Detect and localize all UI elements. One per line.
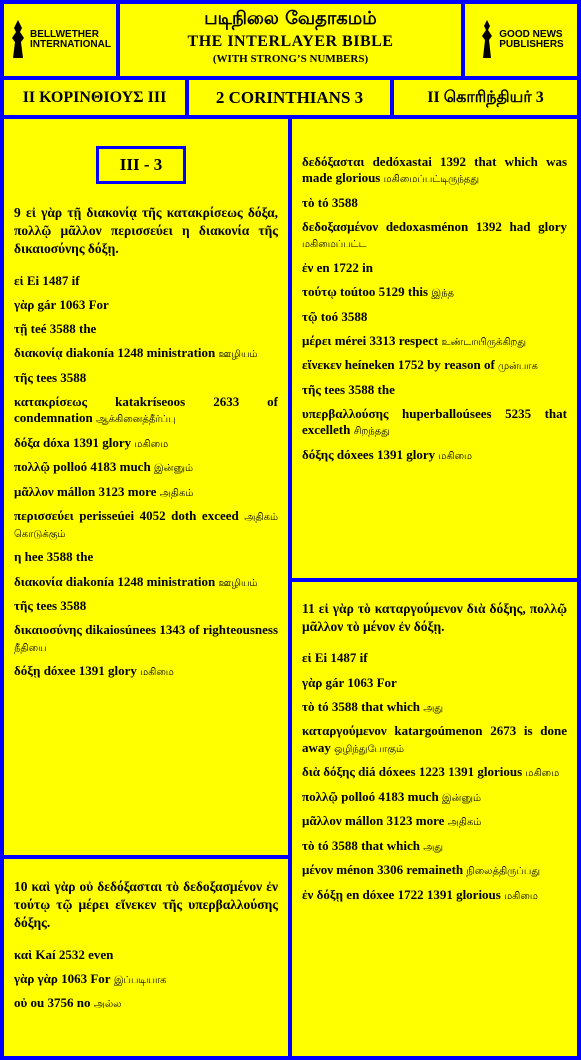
transliteration: perisseúei 4052 doth exceed — [79, 508, 239, 524]
verse10-cont-content — [292, 154, 577, 471]
verse10-heading: 10 καὶ γὰρ οὐ δεδόξασται τὸ δεδοξασμένον ἐν τούτῳ τῷ μέρει εἵνεκεν τῆς υπερβαλλούσης δόξης. — [14, 879, 278, 931]
word-entry — [14, 273, 278, 289]
verse10-entries — [14, 947, 278, 1012]
greek-word: οὐ — [14, 995, 28, 1011]
greek-word: κατακρίσεως — [14, 394, 88, 410]
transliteration: polloó 4183 much — [53, 459, 151, 475]
word-entry — [302, 195, 567, 211]
tab-tamil-label: II கொரிந்தியர் 3 — [427, 88, 544, 106]
greek-word: διακονίᾳ — [14, 345, 63, 361]
word-entry — [302, 309, 567, 325]
greek-word: τούτῳ — [302, 284, 337, 299]
greek-word: γὰρ — [14, 296, 35, 312]
greek-word: γὰρ γὰρ — [14, 970, 58, 986]
word-entry — [302, 789, 567, 806]
word-entry — [14, 321, 278, 337]
word-entry — [302, 887, 567, 904]
greek-word: εἵνεκεν — [302, 357, 342, 373]
verse9-heading: 9 εἰ γὰρ τῇ διακονίᾳ τῆς κατακρίσεως δόξα, πολλῷ μᾶλλον περισσεύει η διακονία τῆς δικαιοσύνης δόξῃ. — [14, 205, 278, 257]
greek-word: πολλῷ — [14, 459, 50, 475]
transliteration: en dóxee 1722 1391 glorious — [346, 886, 501, 902]
tamil-gloss: சிறந்தது — [353, 426, 390, 438]
word-entry — [14, 971, 278, 988]
tamil-gloss: அது — [423, 841, 443, 853]
tamil-gloss: அல்ல — [93, 999, 122, 1011]
transliteration: katakríseoos 2633 of condemnation — [14, 394, 279, 426]
transliteration: dóxees 1391 glory — [336, 446, 436, 462]
transliteration: Ei 1487 if — [314, 650, 368, 666]
greek-word: μᾶλλον — [14, 483, 54, 499]
greek-word: δόξῃ — [14, 663, 41, 679]
word-entry — [14, 370, 278, 386]
right-logo-line1: GOOD NEWS — [499, 28, 563, 40]
word-entry — [302, 260, 567, 276]
left-logo-box — [4, 4, 116, 76]
transliteration: dedóxastai 1392 that which was made glorious — [302, 154, 568, 186]
word-entry — [302, 333, 567, 350]
word-entry — [302, 838, 567, 855]
greek-word: καταργούμενον — [302, 723, 387, 739]
greek-word: περισσεύει — [14, 508, 74, 524]
transliteration: mérei 3313 respect — [334, 332, 439, 348]
title-tamil: படிநிலை வேதாகமம் — [204, 8, 377, 29]
greek-word: εἰ — [14, 272, 24, 288]
greek-word: υπερβαλλούσης — [302, 406, 389, 421]
tamil-gloss: அதிகம் — [447, 817, 482, 829]
greek-word: μένον — [302, 862, 334, 878]
word-entry — [14, 459, 278, 476]
tamil-gloss: நீதியை — [14, 642, 47, 654]
tamil-gloss: ஆக்கினைத்தீர்ப்பு — [95, 414, 176, 426]
word-entry — [302, 447, 567, 464]
left-logo-line2: INTERNATIONAL — [30, 39, 111, 50]
transliteration: tees 3588 — [36, 598, 87, 614]
greek-word: ἐν — [302, 259, 314, 275]
transliteration: gár 1063 For — [37, 296, 109, 312]
tamil-gloss: அது — [423, 702, 443, 714]
verse10-content — [4, 878, 288, 1020]
bellwether-logo — [4, 4, 116, 76]
word-entry — [14, 622, 278, 655]
transliteration: toútoo 5129 this — [339, 284, 429, 299]
word-entry — [302, 219, 567, 252]
word-entry — [302, 357, 567, 374]
verse11-heading: 11 εἰ γὰρ τὸ καταργούμενον διὰ δόξης, πολλῷ μᾶλλον τὸ μένον ἐν δόξῃ. — [302, 601, 567, 635]
transliteration: dóxee 1391 glory — [43, 663, 137, 679]
transliteration: 1063 For — [61, 970, 111, 986]
transliteration: diakonía 1248 ministration — [65, 573, 216, 589]
word-entry — [302, 406, 567, 439]
tamil-gloss: மகிமைப்பட்டிருந்தது — [383, 174, 480, 186]
tamil-gloss: இன்னும் — [441, 792, 481, 804]
word-entry — [14, 297, 278, 313]
word-entry — [14, 598, 278, 614]
title-main: THE INTERLAYER BIBLE — [187, 33, 394, 50]
word-entry — [14, 947, 278, 963]
transliteration: gár 1063 For — [325, 674, 397, 690]
greek-word: δικαιοσύνης — [14, 622, 82, 638]
greek-word: δόξα — [14, 434, 40, 450]
ram-icon — [9, 18, 27, 62]
transliteration: tees 3588 the — [324, 381, 395, 397]
transliteration: dedoxasménon 1392 had glory — [385, 219, 567, 234]
transliteration: Ei 1487 if — [26, 272, 80, 288]
transliteration: teé 3588 the — [30, 321, 97, 337]
greek-word: τῇ — [14, 321, 28, 337]
transliteration: katargoúmenon 2673 is done away — [302, 723, 567, 755]
transliteration: mállon 3123 more — [344, 813, 445, 829]
title-box — [120, 4, 461, 76]
transliteration: tees 3588 — [36, 369, 87, 385]
word-entry — [14, 549, 278, 565]
tamil-gloss: இன்னும் — [153, 463, 193, 475]
word-entry — [302, 699, 567, 716]
tamil-gloss: நிலைத்திருப்பது — [466, 866, 540, 878]
greek-word: δεδοξασμένον — [302, 219, 379, 234]
tamil-gloss: மகிமை — [140, 667, 174, 679]
greek-word: γὰρ — [302, 674, 323, 690]
transliteration: dikaiosúnees 1343 of righteousness — [85, 622, 279, 638]
greek-word: δόξης — [302, 446, 334, 462]
tab-english — [189, 80, 390, 115]
tamil-gloss: மகிமைப்பட்ட — [302, 239, 367, 251]
word-entry — [14, 663, 278, 680]
greek-word: καὶ — [14, 946, 33, 962]
greek-word: τῆς — [302, 381, 321, 397]
tamil-gloss: ஊழியம் — [218, 577, 258, 589]
word-entry — [14, 435, 278, 452]
chapter-label: III - 3 — [96, 146, 186, 184]
transliteration: polloó 4183 much — [341, 788, 439, 804]
tamil-gloss: இப்படியாக — [113, 974, 167, 986]
transliteration: hee 3588 the — [24, 549, 94, 565]
tab-english-label: 2 CORINTHIANS 3 — [215, 87, 364, 107]
transliteration: tó 3588 that which — [317, 698, 420, 714]
greek-word: τὸ — [302, 194, 315, 210]
tab-tamil — [394, 80, 577, 115]
title-subtitle: (WITH STRONG’S NUMBERS) — [212, 53, 369, 65]
good-news-logo — [465, 4, 577, 76]
word-entry — [14, 508, 278, 541]
word-entry — [302, 382, 567, 398]
verse9-content — [4, 204, 288, 688]
greek-word: τῆς — [14, 598, 33, 614]
transliteration: dóxa 1391 glory — [43, 434, 132, 450]
greek-word: μέρει — [302, 332, 332, 348]
transliteration: toó 3588 — [320, 308, 368, 324]
tamil-gloss: மகிமை — [525, 768, 560, 780]
transliteration: tó 3588 that which — [317, 837, 420, 853]
word-entry — [302, 813, 567, 830]
verse9-entries — [14, 273, 278, 680]
tamil-gloss: முன்பாக — [498, 361, 538, 373]
transliteration: heíneken 1752 by reason of — [344, 357, 495, 373]
tab-greek — [4, 80, 185, 115]
tamil-gloss: மகிமை — [504, 890, 538, 902]
greek-word: η — [14, 549, 22, 565]
word-entry — [302, 862, 567, 879]
word-entry — [14, 345, 278, 362]
word-entry — [302, 675, 567, 691]
word-entry — [14, 484, 278, 501]
transliteration: huperballoúsees 5235 that excelleth — [302, 406, 567, 438]
right-logo-line2: PUBLISHERS — [499, 39, 564, 50]
word-entry — [302, 764, 567, 781]
tamil-gloss: மகிமை — [438, 450, 473, 462]
word-entry — [14, 394, 278, 427]
tamil-gloss: ஊழியம் — [218, 349, 258, 361]
transliteration: diakonía 1248 ministration — [65, 345, 216, 361]
transliteration: en 1722 in — [316, 259, 373, 275]
transliteration: mállon 3123 more — [56, 483, 157, 499]
right-logo-box — [465, 4, 577, 76]
tamil-gloss: இந்த — [431, 288, 455, 299]
transliteration: Kaí 2532 even — [35, 946, 114, 962]
transliteration: diá dóxees 1223 1391 glorious — [358, 764, 523, 780]
transliteration: ou 3756 no — [30, 995, 91, 1011]
tamil-gloss: உண்டாயிருக்கிறது — [441, 336, 527, 348]
statue-icon — [478, 18, 496, 62]
verse10-cont-entries — [302, 154, 567, 463]
greek-word: πολλῷ — [302, 788, 338, 804]
greek-word: τῆς — [14, 369, 33, 385]
greek-word: διακονία — [14, 573, 63, 589]
word-entry — [14, 574, 278, 591]
tamil-gloss: ஒழிந்துபோகும் — [334, 743, 405, 755]
tamil-gloss: மகிமை — [134, 438, 169, 450]
transliteration: tó 3588 — [317, 194, 358, 210]
word-entry — [302, 154, 567, 187]
verse11-entries — [302, 650, 567, 903]
tamil-gloss: அதிகம் கொடுக்கும் — [14, 512, 279, 540]
word-entry — [302, 284, 567, 301]
greek-word: ἐν δόξῃ — [302, 886, 344, 902]
tab-greek-label: II ΚΟΡΙΝΘΙΟΥΣ III — [22, 88, 167, 106]
greek-word: τῷ — [302, 308, 318, 324]
word-entry — [302, 650, 567, 666]
greek-word: τὸ — [302, 698, 315, 714]
greek-word: δεδόξασται — [302, 154, 365, 169]
greek-word: τὸ — [302, 837, 315, 853]
transliteration: ménon 3306 remaineth — [336, 862, 464, 878]
word-entry — [302, 723, 567, 756]
verse11-content — [292, 600, 577, 911]
left-logo-line1: BELLWETHER — [30, 28, 99, 40]
tamil-gloss: அதிகம் — [159, 487, 194, 499]
greek-word: διὰ δόξης — [302, 764, 355, 780]
greek-word: εἰ — [302, 650, 312, 666]
word-entry — [14, 995, 278, 1012]
greek-word: μᾶλλον — [302, 813, 342, 829]
